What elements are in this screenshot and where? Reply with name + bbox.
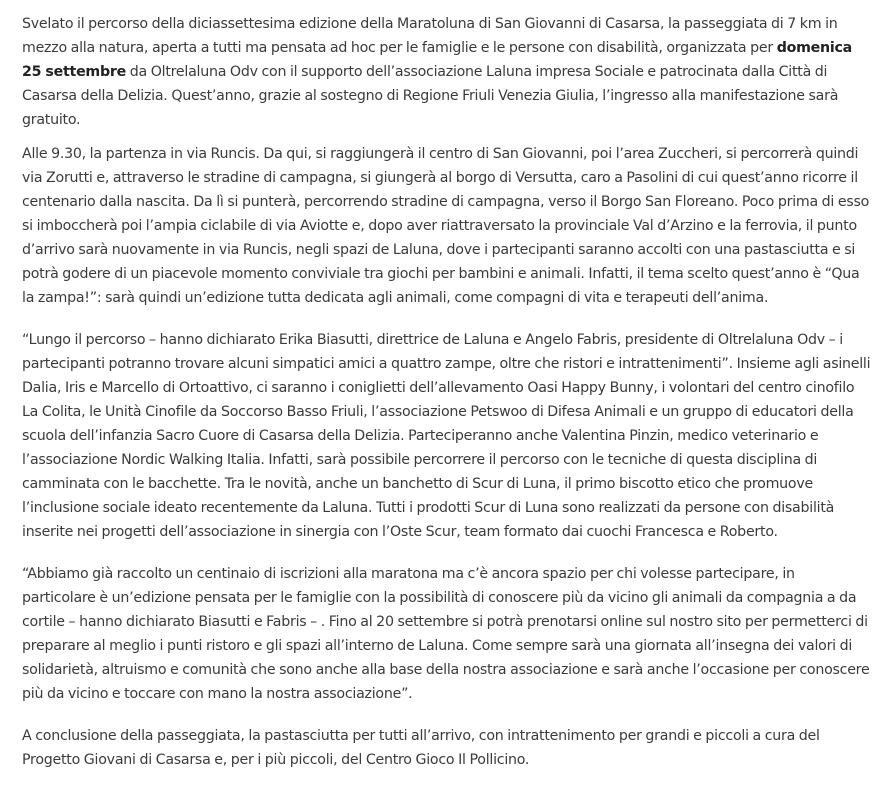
intro-text-end: da Oltrelaluna Odv con il supporto dell’associazione Laluna impresa Sociale e patrocinata dalla Città di Casarsa della Delizia. Quest’anno, grazie al sostegno di Regione Friuli Venezia Giulia, l’ingresso alla manifestazione sarà gratuito. [22, 64, 839, 128]
paragraph-conclusion: A conclusione della passeggiata, la pastasciutta per tutti all’arrivo, con intrattenimento per grandi e piccoli a cura del Progetto Giovani di Casarsa e, per i più piccoli, del Centro Gioco Il Pollicino. [22, 728, 820, 768]
paragraph-route: Alle 9.30, la partenza in via Runcis. Da qui, si raggiungerà il centro di San Giovanni, poi l’area Zuccheri, si percorrerà quindi via Zorutti e, attraverso le stradine di campagna, si giungerà al borgo di Versutta, caro a Pasolini di cui quest’anno ricorre il centenario dalla nascita. Da lì si punterà, percorrendo stradine di campagna, verso il Borgo San Floreano. Poco prima di esso si imboccherà poi l’ampia ciclabile di via Aviotte e, dopo aver riattraversato la provinciale Val d’Arzino e la ferrovia, il punto d’arrivo sarà nuovamente in via Runcis, negli spazi de Laluna, dove i partecipanti saranno accolti con una pastasciutta e si potrà godere di un piacevole momento conviviale tra giochi per bambini e animali. Infatti, il tema scelto quest’anno è “Qua la zampa!”: sarà quindi un’edizione tutta dedicata agli animali, come compagni di vita e terapeuti dell’anima. [22, 146, 870, 306]
paragraph-intro [22, 12, 872, 132]
event-date: domenica 25 settembre [22, 40, 852, 80]
paragraph-quote-registrations: “Abbiamo già raccolto un centinaio di iscrizioni alla maratona ma c’è ancora spazio per chi volesse partecipare, in particolare è un’edizione pensata per le famiglie con la possibilità di conoscere più da vicino gli animali da compagnia a da cortile – hanno dichiarato Biasutti e Fabris – . Fino al 20 settembre si potrà prenotarsi online sul nostro sito per permetterci di preparare al meglio i punti ristoro e gli spazi all’interno de Laluna. Come sempre sarà una giornata all’insegna dei valori di solidarietà, altruismo e comunità che sono anche alla base della nostra associazione e sarà anche l’occasione per conoscere più da vicino e toccare con mano la nostra associazione”. [22, 566, 870, 702]
paragraph-quote-participants: “Lungo il percorso – hanno dichiarato Erika Biasutti, direttrice de Laluna e Angelo Fabris, presidente di Oltrelaluna Odv – i partecipanti potranno trovare alcuni simpatici amici a quattro zampe, oltre che ristori e intrattenimenti”. Insieme agli asinelli Dalia, Iris e Marcello di Ortoattivo, ci saranno i coniglietti dell’allevamento Oasi Happy Bunny, i volontari del centro cinofilo La Colita, le Unità Cinofile da Soccorso Basso Friuli, l’associazione Petswoo di Difesa Animali e un gruppo di educatori della scuola dell’infanzia Sacro Cuore di Casarsa della Delizia. Parteciperanno anche Valentina Pinzin, medico veterinario e l’associazione Nordic Walking Italia. Infatti, sarà possibile percorrere il percorso con le tecniche di questa disciplina di camminata con le bacchette. Tra le novità, anche un banchetto di Scur di Luna, il primo biscotto etico che promuove l’inclusione sociale ideato recentemente da Laluna. Tutti i prodotti Scur di Luna sono realizzati da persone con disabilità inserite nei progetti dell’associazione in sinergia con l’Oste Scur, team formato dai cuochi Francesca e Roberto. [22, 332, 871, 540]
intro-text-start: Svelato il percorso della diciassettesima edizione della Maratoluna di San Giovanni di Casarsa, la passeggiata di 7 km in mezzo alla natura, aperta a tutti ma pensata ad hoc per le famiglie e le persone con disabilità, organizzata per [22, 16, 838, 56]
